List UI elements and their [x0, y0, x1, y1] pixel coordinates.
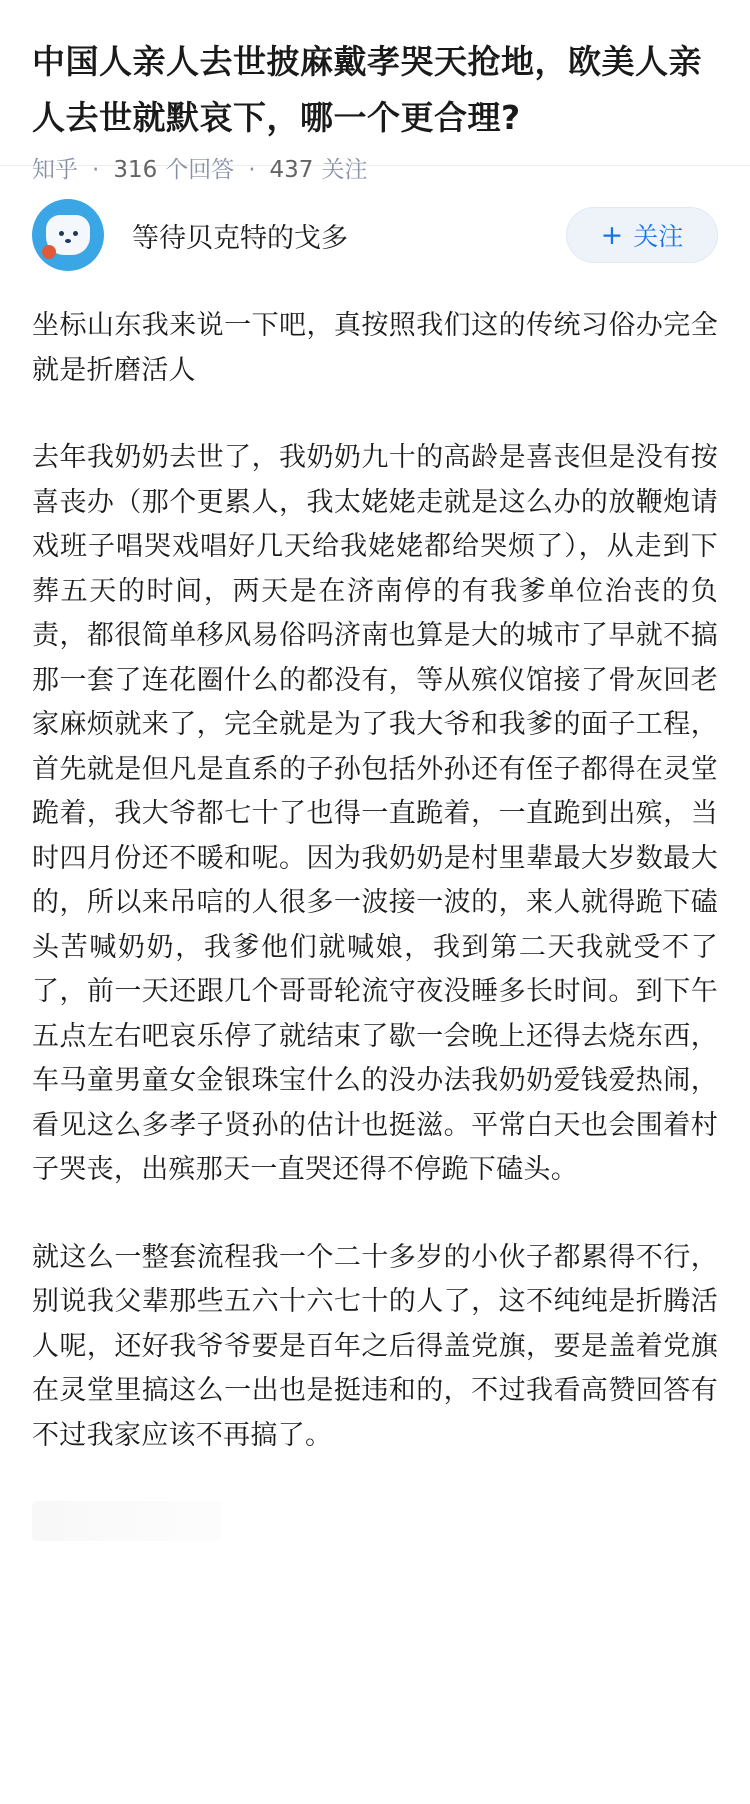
- follow-count-label: 关注: [321, 157, 368, 183]
- question-title[interactable]: 中国人亲人去世披麻戴孝哭天抢地，欧美人亲人去世就默哀下，哪一个更合理?: [32, 42, 702, 137]
- answer-body: [32, 304, 718, 1458]
- question-header: [0, 0, 750, 183]
- separator-dot: ·: [92, 157, 100, 183]
- answer-paragraph: 去年我奶奶去世了，我奶奶九十的高龄是喜丧但是没有按喜丧办（那个更累人，我太姥姥走就是这么办的放鞭炮请戏班子唱哭戏唱好几天给我姥姥都给哭烦了），从走到下葬五天的时间，两天是在济南停的有我爹单位治丧的负责，都很简单移风易俗吗济南也算是大的城市了早就不搞那一套了连花圈什么的都没有，等从殡仪馆接了骨灰回老家麻烦就来了，完全就是为了我大爷和我爹的面子工程，首先就是但凡是直系的子孙包括外孙还有侄子都得在灵堂跪着，我大爷都七十了也得一直跪着，一直跪到出殡，当时四月份还不暖和呢。因为我奶奶是村里辈最大岁数最大的，所以来吊唁的人很多一波接一波的，来人就得跪下磕头苦喊奶奶，我爹他们就喊娘，我到第二天我就受不了了，前一天还跟几个哥哥轮流守夜没睡多长时间。到下午五点左右吧哀乐停了就结束了歇一会晚上还得去烧东西，车马童男童女金银珠宝什么的没办法我奶奶爱钱爱热闹，看见这么多孝子贤孙的估计也挺滋。平常白天也会围着村子哭丧，出殡那天一直哭还得不停跪下磕头。: [32, 442, 718, 1185]
- answer-count: 316: [113, 157, 158, 183]
- answer-paragraph: 坐标山东我来说一下吧，真按照我们这的传统习俗办完全就是折磨活人: [32, 310, 718, 386]
- answer-count-label[interactable]: 个回答: [165, 157, 235, 183]
- question-meta: [32, 154, 718, 186]
- avatar[interactable]: [32, 199, 104, 271]
- separator-dot: ·: [248, 157, 256, 183]
- source-label[interactable]: 知乎: [32, 157, 78, 183]
- author-name[interactable]: 等待贝克特的戈多: [132, 222, 348, 254]
- author-row: [32, 194, 718, 276]
- answer-card: [0, 194, 750, 1541]
- follow-count: 437: [269, 157, 314, 183]
- follow-button[interactable]: [566, 207, 718, 263]
- answer-paragraph: 就这么一整套流程我一个二十多岁的小伙子都累得不行，别说我父辈那些五六十六七十的人了，这不纯纯是折腾活人呢，还好我爷爷要是百年之后得盖党旗，要是盖着党旗在灵堂里搞这么一出也是挺违和的，不过我看高赞回答有不过我家应该不再搞了。: [32, 1241, 718, 1451]
- plus-icon: +: [600, 219, 624, 251]
- faded-footer-placeholder: [32, 1501, 222, 1541]
- follow-button-label: 关注: [633, 222, 684, 251]
